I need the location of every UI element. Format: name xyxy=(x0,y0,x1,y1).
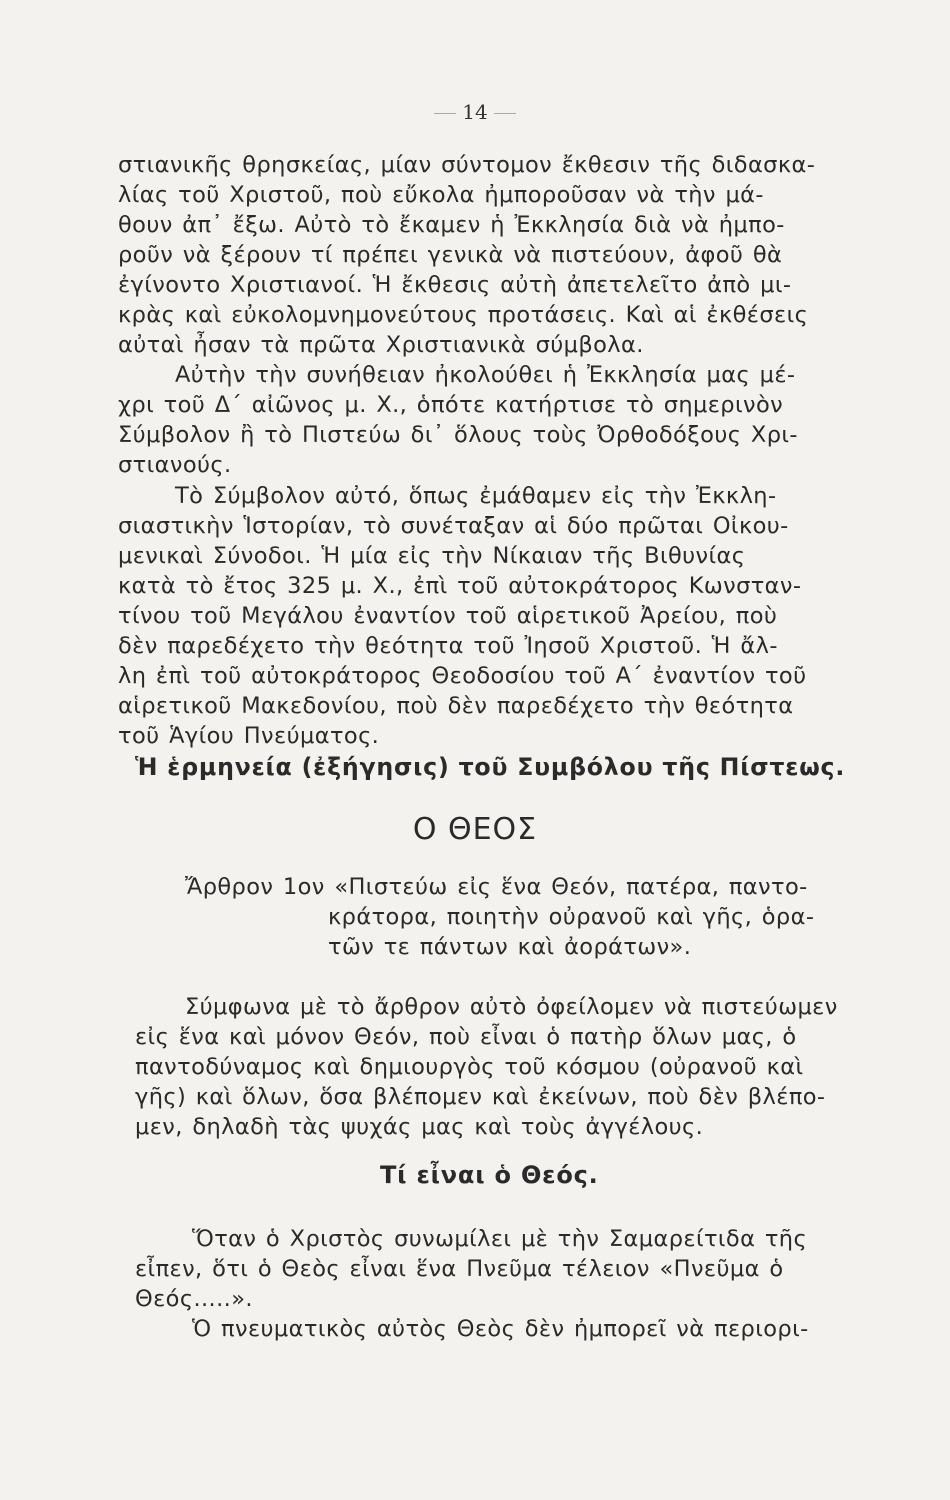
text-line: λίας τοῦ Χριστοῦ, ποὺ εὔκολα ἠμποροῦσαν νὰ τὴν μά- xyxy=(118,182,764,208)
text-line: παντοδύναμος καὶ δημιουργὸς τοῦ κόσμου (οὐρανοῦ καὶ xyxy=(135,1054,804,1080)
article-line: κράτορα, ποιητὴν οὐρανοῦ καὶ γῆς, ὁρα- xyxy=(328,904,815,930)
text-line: Ὅταν ὁ Χριστὸς συνωμίλει μὲ τὴν Σαμαρείτιδα τῆς xyxy=(192,1226,808,1252)
text-line: λη ἐπὶ τοῦ αὐτοκράτορος Θεοδοσίου τοῦ Α´ ἐναντίον τοῦ xyxy=(118,663,807,689)
text-line: κατὰ τὸ ἔτος 325 μ. Χ., ἐπὶ τοῦ αὐτοκράτορος Κωνσταν- xyxy=(118,573,802,599)
page-number-dash-right xyxy=(494,113,516,114)
section-heading: Τί εἶναι ὁ Θεός. xyxy=(380,1161,599,1189)
section-heading: Ἡ ἑρμηνεία (ἐξήγησις) τοῦ Συμβόλου τῆς Πίστεως. xyxy=(135,753,846,781)
text-line: δὲν παρεδέχετο τὴν θεότητα τοῦ Ἰησοῦ Χριστοῦ. Ἡ ἄλ- xyxy=(118,633,778,659)
text-line: μενικαὶ Σύνοδοι. Ἡ μία εἰς τὴν Νίκαιαν τῆς Βιθυνίας xyxy=(118,543,746,569)
text-line: Θεός.....». xyxy=(135,1286,253,1312)
article-line: Ἄρθρον 1ον «Πιστεύω εἰς ἕνα Θεόν, πατέρα, παντο- xyxy=(185,874,808,900)
text-line: αὐταὶ ἦσαν τὰ πρῶτα Χριστιανικὰ σύμβολα. xyxy=(118,332,644,358)
text-line: μεν, δηλαδὴ τὰς ψυχάς μας καὶ τοὺς ἀγγέλους. xyxy=(135,1114,704,1140)
text-line: στιανικῆς θρησκείας, μίαν σύντομον ἔκθεσιν τῆς διδασκα- xyxy=(118,152,816,178)
text-line: Σύμφωνα μὲ τὸ ἄρθρον αὐτὸ ὀφείλομεν νὰ πιστεύωμεν xyxy=(185,994,838,1020)
text-line: Σύμβολον ἢ τὸ Πιστεύω δι᾽ ὅλους τοὺς Ὀρθοδόξους Χρι- xyxy=(118,422,798,448)
text-line: θουν ἀπ᾽ ἔξω. Αὐτὸ τὸ ἔκαμεν ἡ Ἐκκλησία διὰ νὰ ἠμπο- xyxy=(118,212,785,238)
page-number-text: 14 xyxy=(462,100,488,124)
text-line: σιαστικὴν Ἱστορίαν, τὸ συνέταξαν αἱ δύο πρῶται Οἰκου- xyxy=(118,513,789,539)
text-line: ἐγίνοντο Χριστιανοί. Ἡ ἔκθεσις αὐτὴ ἀπετελεῖτο ἀπὸ μι- xyxy=(118,272,792,298)
page-number-dash-left xyxy=(434,113,456,114)
text-line: τίνου τοῦ Μεγάλου ἐναντίον τοῦ αἱρετικοῦ Ἀρείου, ποὺ xyxy=(118,603,778,629)
text-line: εἰς ἕνα καὶ μόνον Θεόν, ποὺ εἶναι ὁ πατὴρ ὅλων μας, ὁ xyxy=(135,1024,797,1050)
text-line: αἱρετικοῦ Μακεδονίου, ποὺ δὲν παρεδέχετο τὴν θεότητα xyxy=(118,693,794,719)
text-line: γῆς) καὶ ὅλων, ὅσα βλέπομεν καὶ ἐκείνων, ποὺ δὲν βλέπο- xyxy=(135,1084,826,1110)
text-line: Ὁ πνευματικὸς αὐτὸς Θεὸς δὲν ἠμπορεῖ νὰ περιορι- xyxy=(192,1316,809,1342)
text-line: χρι τοῦ Δ´ αἰῶνος μ. Χ., ὁπότε κατήρτισε τὸ σημερινὸν xyxy=(118,392,784,418)
text-line: στιανούς. xyxy=(118,452,232,478)
text-line: ροῦν νὰ ξέρουν τί πρέπει γενικὰ νὰ πιστεύουν, ἀφοῦ θὰ xyxy=(118,242,783,268)
text-line: εἶπεν, ὅτι ὁ Θεὸς εἶναι ἕνα Πνεῦμα τέλειον «Πνεῦμα ὁ xyxy=(135,1256,784,1282)
chapter-title: Ο ΘΕΟΣ xyxy=(412,812,538,847)
article-line: τῶν τε πάντων καὶ ἀοράτων». xyxy=(328,934,692,960)
text-line: κρὰς καὶ εὐκολομνημονεύτους προτάσεις. Καὶ αἱ ἐκθέσεις xyxy=(118,302,809,328)
text-line: Αὐτὴν τὴν συνήθειαν ἠκολούθει ἡ Ἐκκλησία μας μέ- xyxy=(175,362,796,388)
page-number xyxy=(0,100,950,124)
text-line: τοῦ Ἁγίου Πνεύματος. xyxy=(118,723,380,749)
text-line: Τὸ Σύμβολον αὐτό, ὅπως ἐμάθαμεν εἰς τὴν Ἐκκλη- xyxy=(175,483,777,509)
